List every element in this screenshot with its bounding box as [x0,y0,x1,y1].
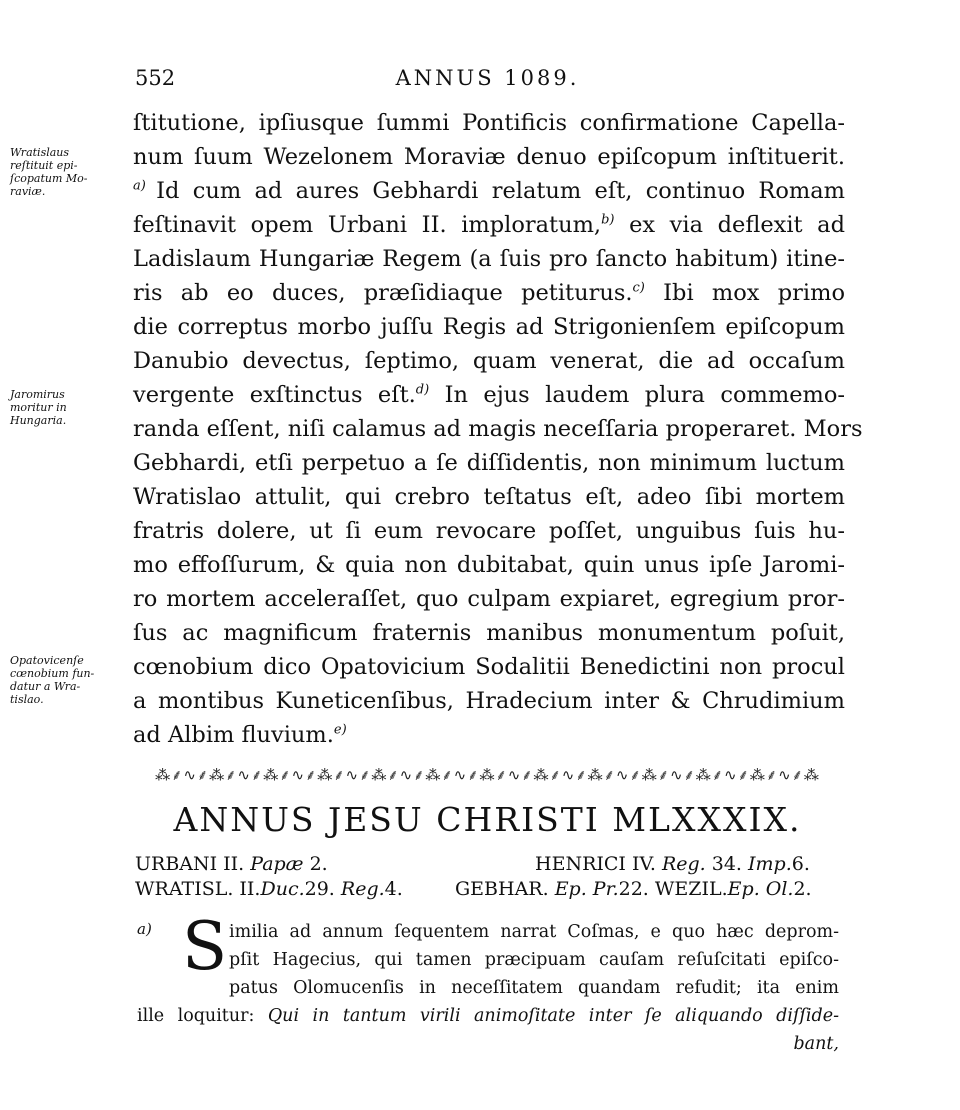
text-line: die correptus morbo juſſu Regis ad Strigonienſem epiſcopum [133,314,845,340]
text-line: ro mortem acceleraſſet, quo culpam expiaret, egregium pror- [133,586,845,612]
marginal-note-line: reſtituit epi- [10,159,78,172]
footnote-label: a) [137,920,152,938]
main-text [133,106,863,752]
text-line: ſtitutione, ipſiusque ſummi Pontificis confirmatione Capella- [133,110,845,136]
text-line: Gebhardi, etſi perpetuo a ſe diſſidentis, non minimum luctum [133,450,845,476]
marginal-note-line: raviæ. [10,185,46,198]
marginal-note-line: tislao. [10,693,44,706]
marginal-note-jaromirus [10,388,130,427]
text-line: mo effoſſurum, & quia non dubitabat, quin unus ipſe Jaromi- [133,552,845,578]
footnote-marker: a) [133,178,157,194]
text-line: Wratislao attulit, qui crebro teſtatus eſt, adeo ſibi mortem [133,484,845,510]
marginal-note-line: moritur in [10,401,67,414]
text-line: Ladislaum Hungariæ Regem (a ſuis pro ſancto habitum) itine- [133,246,845,272]
footnote-line: patus Olomucenſis in neceſſitatem quandam refudit; ita enim [229,978,839,998]
regnal-entry: URBANI II. Papæ 2. [135,853,328,875]
marginal-note-line: Wratislaus [10,146,70,159]
regnal-years-row [135,853,840,879]
footnote-line: pſit Hagecius, qui tamen præcipuam cauſam reſuſcitati epiſco- [229,950,839,970]
footnote-marker: c) [632,280,645,296]
footnote-marker: b) [601,212,615,228]
text-line: feſtinavit opem Urbani II. imploratum,$^{b)}$ ex via deflexit ad [133,212,845,238]
regnal-entry: GEBHAR. Ep. Pr.22. WEZIL.Ep. Ol.2. [455,878,812,900]
text-line: randa eſſent, niſi calamus ad magis neceſſaria properaret. Mors [133,416,863,442]
marginal-note-wratislaus [10,146,130,198]
marginal-note-line: ſcopatum Mo- [10,172,88,185]
marginal-note-line: Jaromirus [10,388,65,401]
footnote-line: ille loquitur: Qui in tantum virili animoſitate inter ſe aliquando diſſide- [137,1006,839,1026]
marginal-note-line: Opatovicenſe [10,654,84,667]
text-line: Danubio devectus, ſeptimo, quam venerat, die ad occaſum [133,348,845,374]
marginal-note-opatovicense [10,654,130,706]
marginal-note-line: Hungaria. [10,414,67,427]
text-line: $^{a)}$ Id cum ad aures Gebhardi relatum eſt, continuo Romam [133,178,845,204]
footnote-line: imilia ad annum ſequentem narrat Coſmas, e quo hæc deprom- [229,922,839,942]
page-header [135,66,840,96]
footnote-line: bant, [793,1034,839,1054]
text-line: num ſuum Wezelonem Moraviæ denuo epiſcopum inſtituerit. [133,144,845,170]
text-line: a montibus Kuneticenſibus, Hradecium inter & Chrudimium [133,688,845,714]
regnal-years-row [135,878,840,904]
text-line: fratris dolere, ut ſi eum revocare poſſet, unguibus ſuis hu- [133,518,845,544]
regnal-entry: HENRICI IV. Reg. 34. Imp.6. [535,853,810,875]
text-line: cœnobium dico Opatovicium Sodalitii Benedictini non procul [133,654,845,680]
drop-cap: S [182,908,228,985]
text-line: ad Albim fluvium.$^{e)}$ [133,722,347,748]
footnote-marker: e) [333,722,347,738]
footnote-marker: d) [415,382,430,398]
text-line: ſus ac magnificum fraternis manibus monumentum poſuit, [133,620,845,646]
text-line: vergente exſtinctus eſt.$^{d)}$ In ejus laudem plura commemo- [133,382,845,408]
marginal-note-line: datur a Wra- [10,680,81,693]
year-title: ANNUS JESU CHRISTI MLXXXIX. [173,800,802,839]
regnal-entry: WRATISL. II.Duc.29. Reg.4. [135,878,403,900]
text-line: ris ab eo duces, præſidiaque petiturus.$^{c)}$ Ibi mox primo [133,280,845,306]
decorative-ornament-band: ⁂⸙∿⸙⁂⸙∿⸙⁂⸙∿⸙⁂⸙∿⸙⁂⸙∿⸙⁂⸙∿⸙⁂⸙∿⸙⁂⸙∿⸙⁂⸙∿⸙⁂⸙∿⸙⁂⸙∿⸙⁂⸙∿⸙⁂ [155,766,820,784]
running-head: ANNUS 1089. [395,66,580,90]
marginal-note-line: cœnobium fun- [10,667,95,680]
page-number: 552 [135,66,176,90]
